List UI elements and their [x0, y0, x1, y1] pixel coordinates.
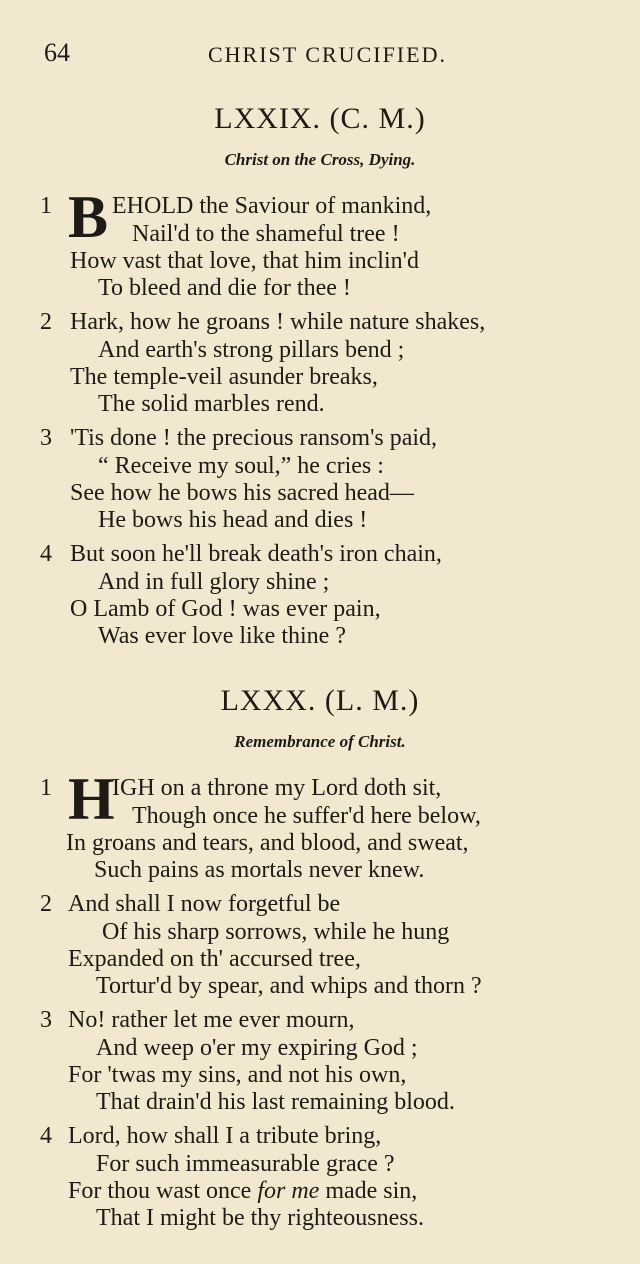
stanza-number: 3	[40, 425, 52, 451]
verse-line: For 'twas my sins, and not his own,	[68, 1062, 407, 1088]
verse-line: And earth's strong pillars bend ;	[98, 337, 405, 363]
verse-line: Lord, how shall I a tribute bring,	[68, 1123, 382, 1149]
verse-line: EHOLD the Saviour of mankind,	[112, 193, 432, 219]
stanza-number: 4	[40, 541, 52, 567]
verse-line: The temple-veil asunder breaks,	[70, 364, 378, 390]
hymn-title: LXXX. (L. M.)	[220, 684, 420, 717]
verse-emphasis: for me	[257, 1178, 320, 1204]
hymn-title: LXXIX. (C. M.)	[214, 102, 426, 135]
verse-line: How vast that love, that him inclin'd	[70, 248, 419, 274]
verse-line: Though once he suffer'd here below,	[132, 803, 481, 829]
stanza-number: 2	[40, 891, 52, 917]
drop-cap: B	[68, 184, 109, 250]
verse-line: O Lamb of God ! was ever pain,	[70, 596, 381, 622]
verse-line: For such immeasurable grace ?	[96, 1151, 395, 1177]
verse-line: 'Tis done ! the precious ransom's paid,	[70, 425, 438, 451]
verse-line: Hark, how he groans ! while nature shakes,	[70, 309, 486, 335]
stanza-number: 1	[40, 193, 52, 219]
stanza-number: 1	[40, 775, 52, 801]
verse-line: The solid marbles rend.	[98, 391, 325, 417]
verse-line: But soon he'll break death's iron chain,	[70, 541, 442, 567]
verse-line: See how he bows his sacred head—	[70, 480, 414, 506]
verse-line: Of his sharp sorrows, while he hung	[102, 919, 450, 945]
running-title: CHRIST CRUCIFIED.	[208, 42, 447, 67]
drop-cap: H	[68, 766, 115, 832]
verse-line: And weep o'er my expiring God ;	[96, 1035, 418, 1061]
hymn-subtitle: Remembrance of Christ.	[234, 732, 406, 751]
verse-line: Expanded on th' accursed tree,	[68, 946, 361, 972]
verse-line: Such pains as mortals never knew.	[94, 857, 425, 883]
verse-line: He bows his head and dies !	[98, 507, 368, 533]
running-head	[0, 38, 640, 74]
verse-line: Tortur'd by spear, and whips and thorn ?	[96, 973, 482, 999]
verse-line: That I might be thy righteousness.	[96, 1205, 424, 1231]
verse-line: IGH on a throne my Lord doth sit,	[112, 775, 442, 801]
stanza-number: 3	[40, 1007, 52, 1033]
verse-line: “ Receive my soul,” he cries :	[98, 453, 384, 479]
stanza-number: 4	[40, 1123, 52, 1149]
verse-text: For thou wast once	[68, 1178, 252, 1204]
verse-line: And in full glory shine ;	[98, 569, 330, 595]
stanza-number: 2	[40, 309, 52, 335]
verse-text: made sin,	[325, 1178, 418, 1204]
verse-line: To bleed and die for thee !	[98, 275, 351, 301]
hymn-subtitle: Christ on the Cross, Dying.	[224, 150, 416, 169]
verse-line: Nail'd to the shameful tree !	[132, 221, 400, 247]
verse-line: In groans and tears, and blood, and sweat,	[66, 830, 469, 856]
verse-line: And shall I now forgetful be	[68, 891, 341, 917]
verse-line: Was ever love like thine ?	[98, 623, 346, 649]
verse-line	[68, 1177, 417, 1205]
verse-line: No! rather let me ever mourn,	[68, 1007, 355, 1033]
page-number: 64	[44, 38, 70, 67]
verse-line: That drain'd his last remaining blood.	[96, 1089, 455, 1115]
